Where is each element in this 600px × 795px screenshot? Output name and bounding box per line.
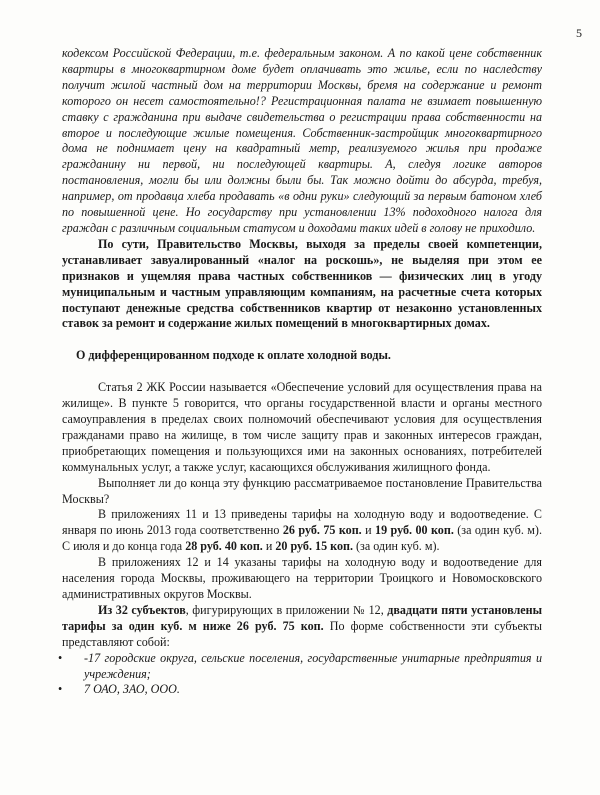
paragraph-6: В приложениях 12 и 14 указаны тарифы на холодную воду и водоотведение для населения города Москвы, проживающего на территории Троицкого и Новомосковского административных округов Москвы. xyxy=(62,555,542,601)
list-item-text: 7 ОАО, ЗАО, ООО. xyxy=(84,682,180,697)
tariff-value-3: 28 руб. 40 коп. xyxy=(185,539,263,554)
p5-text-a: В приложениях 11 и 13 приведены тарифы на холодную воду и водоотведение. С января по июнь 2013 года соответственно xyxy=(62,507,542,538)
list-item-text: -17 городские округа, сельские поселения, государственные унитарные предприятия и учреждения; xyxy=(84,650,542,681)
bullet-icon: • xyxy=(58,682,63,697)
p7-text-a: , фигурирующих в приложении № 12, xyxy=(185,602,388,617)
paragraph-1: кодексом Российской Федерации, т.е. федеральным законом. А по какой цене собственник квартиры в многоквартирном доме будет оплачивать это жилье, если по наследству получит жилой частный дом на территории Москвы, бремя на содержание и ремонт которого он несет самостоятельно!? Регистрационная палата не взимает повышенную ставку с гражданина при выдаче свидетельства о регистрации права собственности на второе и последующие жилые помещения. Собственник-застройщик многоквартирного дома не поднимает цену на квадратный метр, реализуемого жилья при продаже гражданину ни первой, ни последующей квартиры. А, следуя логике авторов постановления, могли бы или должны были бы. Так можно дойти до абсурда, требуя, например, от продавца хлеба продавать «в одни руки» следующий за первым батоном хлеб по повышенной цене. Но государству при установлении 13% подоходного налога для граждан с различным социальным статусом и доходами таких идей в голову не приходило. xyxy=(62,46,542,235)
page-number: 5 xyxy=(576,26,582,40)
p7-bold-b: двадцати пяти установлены тарифы за один куб. м ниже 26 руб. 75 коп. xyxy=(62,602,543,633)
paragraph-3: Статья 2 ЖК России называется «Обеспечение условий для осуществления права на жилище». В пункте 5 говорится, что органы государственной власти и органы местного самоуправления в пределах своих полномочий обеспечивают условия для осуществления гражданами право на жилище, в том числе защиту прав и законных интересов граждан, приобретающих помещения и пользующихся ими на законных основаниях, потребителей коммунальных услуг, а также услуг, касающихся обслуживания жилищного фонда. xyxy=(62,380,542,474)
bullet-icon: • xyxy=(58,650,63,665)
paragraph-7 xyxy=(62,603,542,651)
p5-text-c: и xyxy=(361,523,376,538)
list-item xyxy=(58,650,542,683)
p7-bold-a: Из 32 субъектов xyxy=(98,602,186,617)
p5-text-e: и xyxy=(262,539,276,554)
tariff-value-2: 19 руб. 00 коп. xyxy=(375,523,454,538)
tariff-value-1: 26 руб. 75 коп. xyxy=(282,523,362,538)
section-heading: О дифференцированном подходе к оплате холодной воды. xyxy=(76,348,391,363)
paragraph-2: По сути, Правительство Москвы, выходя за пределы своей компетенции, устанавливает завуалированный «налог на роскошь», не выделяя при этом ее признаков и ущемляя права частных собственников — физических лиц в угоду муниципальным и частным управляющим компаниям, на расчетные счета которых поступают денежные средства собственников квартир от незаконно установленных ставок за ремонт и содержание жилых помещений в многоквартирных домах. xyxy=(62,236,542,331)
list-item xyxy=(58,682,542,698)
paragraph-4: Выполняет ли до конца эту функцию рассматриваемое постановление Правительства Москвы? xyxy=(62,475,542,506)
p7-text-c: По форме собственности эти субъекты представляют собой: xyxy=(62,618,542,649)
tariff-value-4: 20 руб. 15 коп. xyxy=(275,539,353,554)
paragraph-5 xyxy=(62,507,542,555)
p5-text-f: (за один куб. м). xyxy=(353,539,440,554)
p5-text-d: (за один куб. м). С июля и до конца года xyxy=(62,523,542,554)
document-body xyxy=(58,46,543,698)
